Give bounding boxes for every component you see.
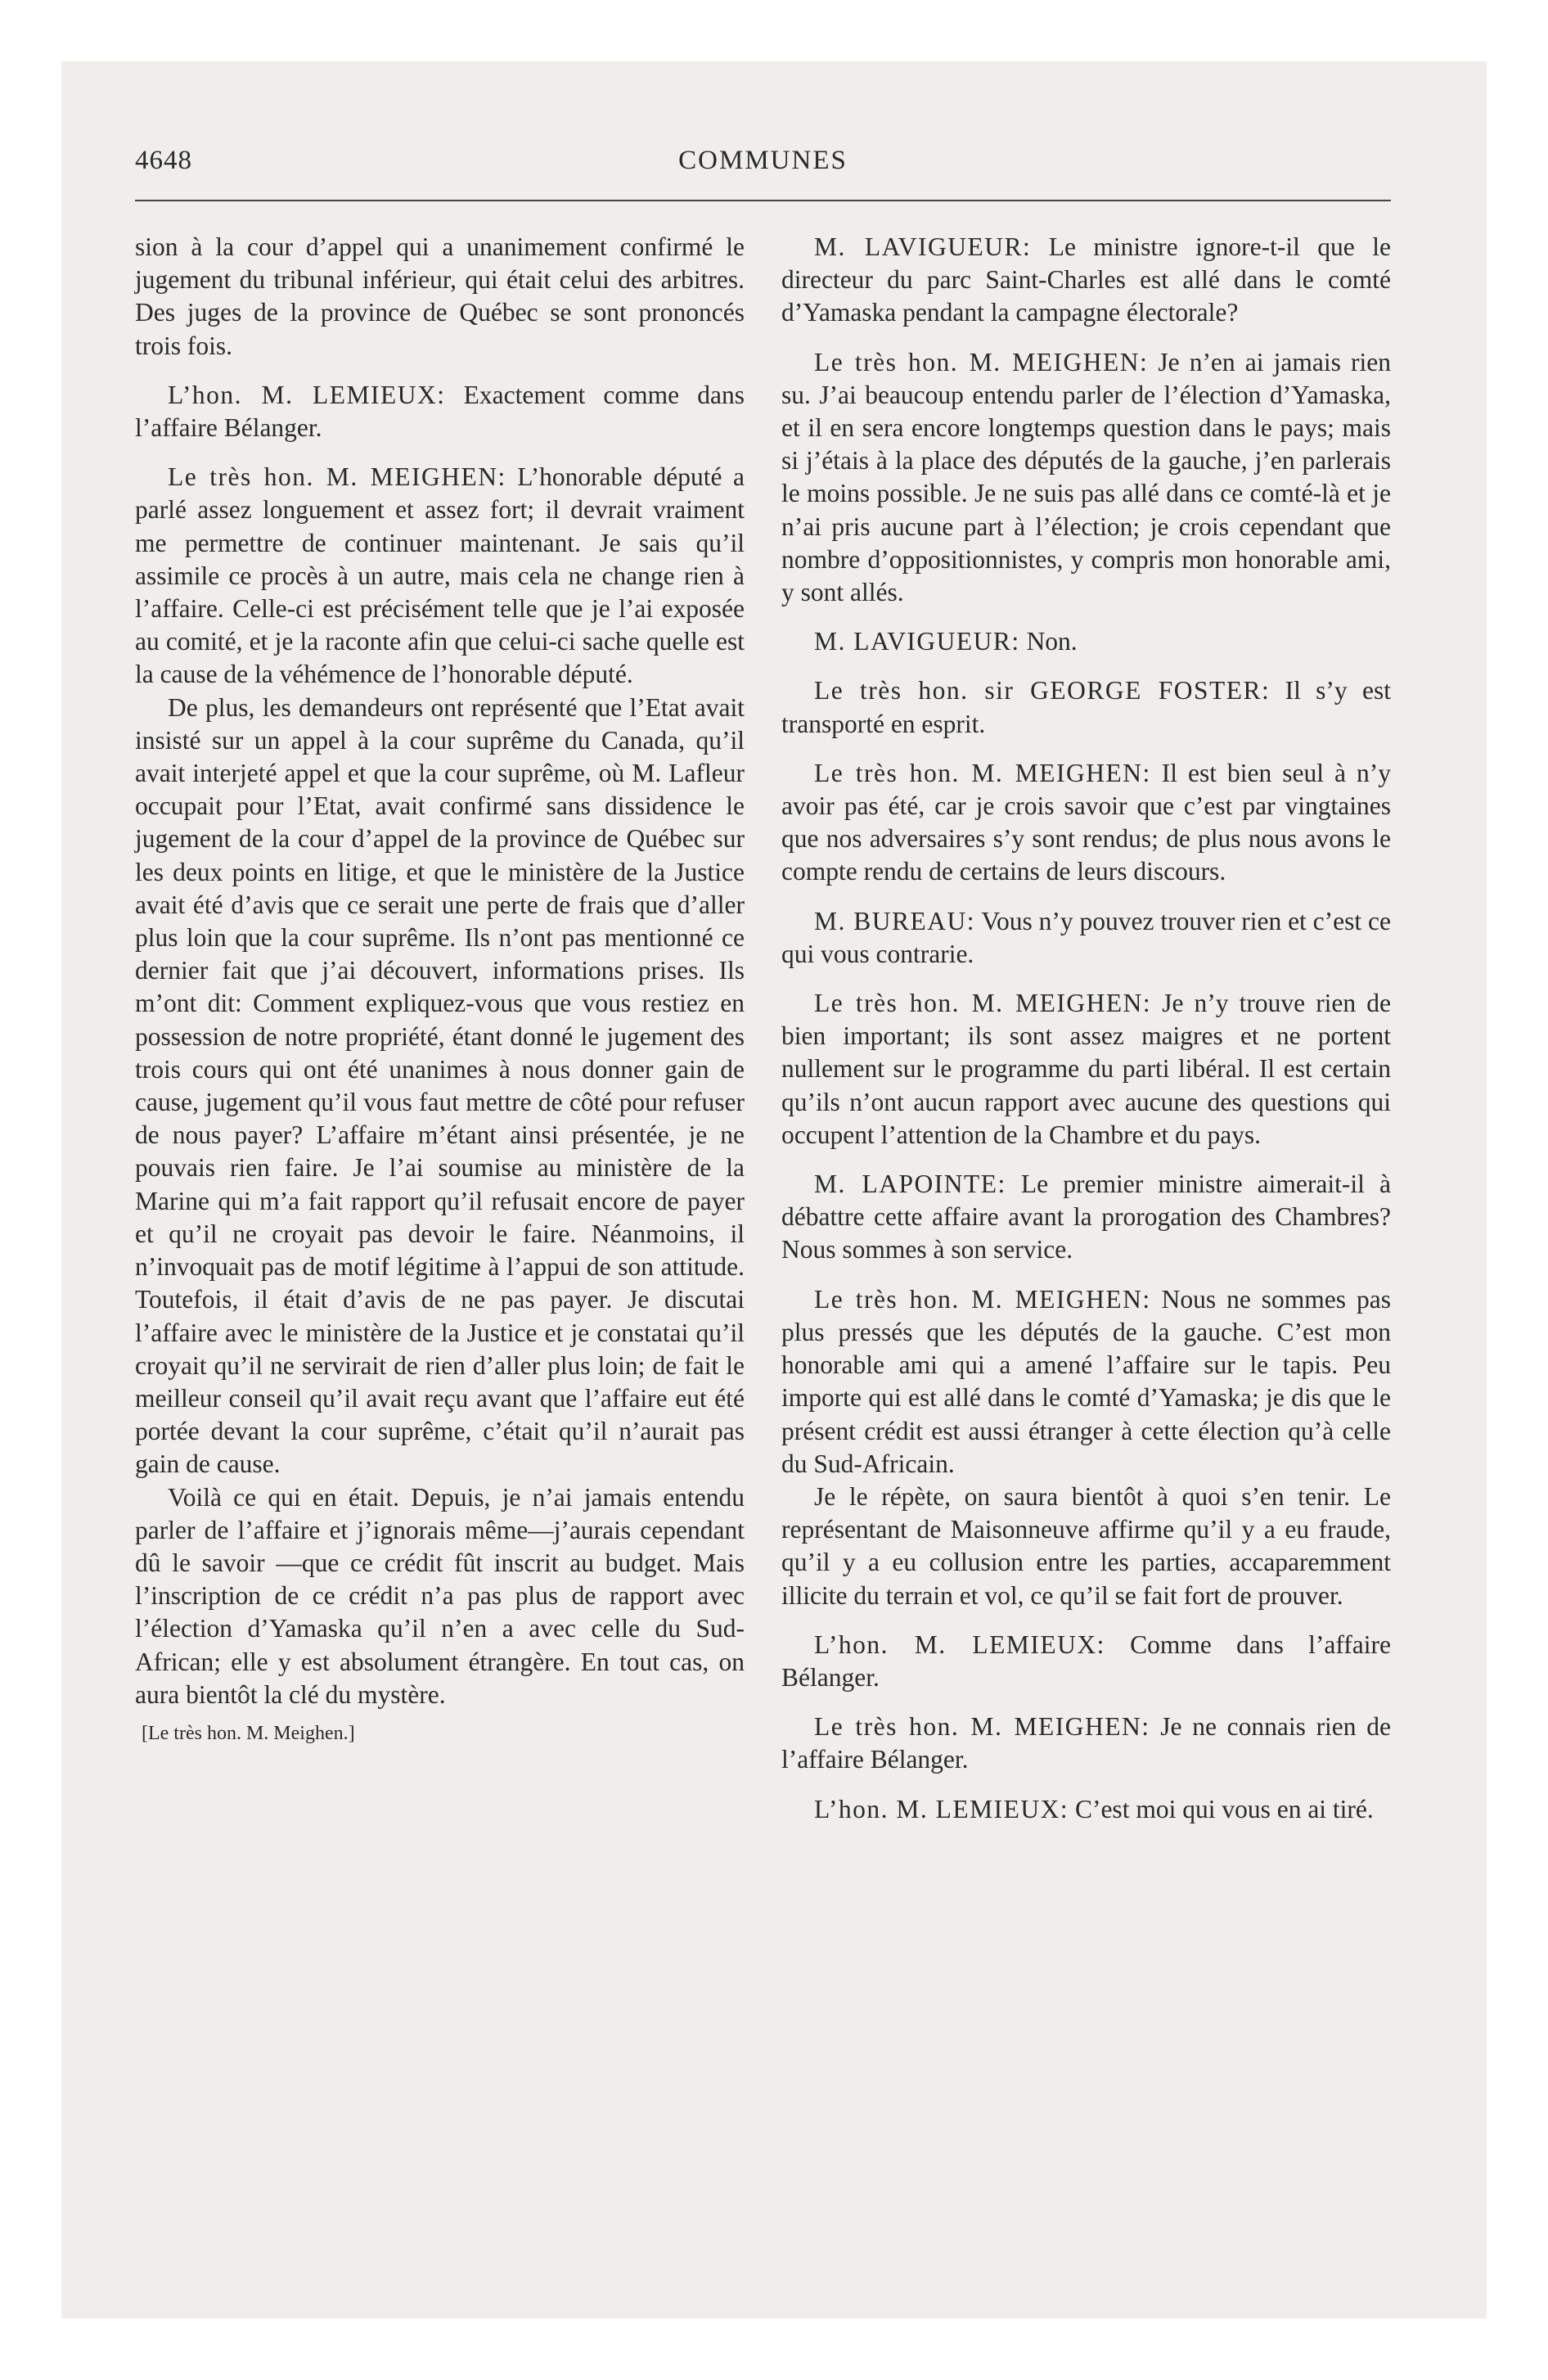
paragraph bbox=[781, 346, 1391, 610]
paragraph-text: Il s’y est transporté en esprit. bbox=[781, 676, 1391, 738]
speaker-name: Le très hon. sir GEORGE FOSTER: bbox=[814, 676, 1271, 705]
paragraph-text: L’honorable député a parlé assez longuement et assez fort; il devrait vraiment me permettre de continuer maintenant. Je sais qu’il assimile ce procès à un autre, mais cela ne change rien à l’affaire. Celle-ci est précisément telle que je l’ai exposée au comité, et je la raconte afin que celui-ci sache quelle est la cause de la véhémence de l’honorable député. bbox=[135, 462, 745, 689]
paragraph-text: Vous n’y pouvez trouver rien et c’est ce qui vous contrarie. bbox=[781, 906, 1391, 968]
paragraph bbox=[781, 987, 1391, 1152]
paragraph-text: Il est bien seul à n’y avoir pas été, car je crois savoir que c’est par vingtaines que nos adversaires s’y sont rendus; de plus nous avons le compte rendu de certains de leurs discours. bbox=[781, 758, 1391, 886]
paragraph bbox=[781, 905, 1391, 971]
paragraph bbox=[135, 1481, 745, 1711]
speaker-name: Le très hon. M. MEIGHEN: bbox=[168, 462, 506, 492]
left-column bbox=[135, 231, 745, 1762]
paragraph-text: C’est moi qui vous en ai tiré. bbox=[1069, 1794, 1374, 1823]
paragraph bbox=[781, 231, 1391, 330]
page-number: 4648 bbox=[135, 146, 192, 175]
speaker-name: Le très hon. M. MEIGHEN: bbox=[814, 1284, 1151, 1314]
paragraph bbox=[781, 1283, 1391, 1481]
speaker-name: L’hon. M. LEMIEUX: bbox=[168, 380, 446, 409]
paragraph-text: Le ministre ignore-t-il que le directeur du parc Saint-Charles est allé dans le comté d’Yamaska pendant la campagne électorale? bbox=[781, 232, 1391, 327]
paragraph-text: Je ne connais rien de l’affaire Bélanger. bbox=[781, 1712, 1391, 1774]
footnote: [Le très hon. M. Meighen.] bbox=[142, 1722, 355, 1744]
header-rule bbox=[135, 200, 1391, 201]
speaker-name: M. LAVIGUEUR: bbox=[814, 232, 1032, 261]
paragraph-text: Exactement comme dans l’affaire Bélanger. bbox=[135, 380, 745, 443]
paragraph bbox=[135, 461, 745, 691]
paragraph bbox=[781, 1793, 1391, 1826]
speaker-name: M. LAVIGUEUR: bbox=[814, 627, 1020, 656]
paragraph-text: Je n’y trouve rien de bien important; ils sont assez maigres et ne portent nullement sur le programme du parti libéral. Il est certain qu’ils n’ont aucun rapport avec aucune des questions qui occupent l’attention de la Chambre et du pays. bbox=[781, 989, 1391, 1149]
paragraph bbox=[781, 1711, 1391, 1776]
paragraph bbox=[781, 625, 1391, 658]
speaker-name: Le très hon. M. MEIGHEN: bbox=[814, 989, 1152, 1018]
paragraph-text: Comme dans l’affaire Bélanger. bbox=[781, 1629, 1391, 1692]
paragraph-text: Le premier ministre aimerait-il à débattre cette affaire avant la prorogation des Chambres? Nous sommes à son service. bbox=[781, 1170, 1391, 1264]
paragraph bbox=[781, 757, 1391, 889]
paragraph-text: Non. bbox=[1019, 627, 1078, 656]
paragraph-text: sion à la cour d’appel qui a unanimement confirmé le jugement du tribunal inférieur, qui était celui des arbitres. Des juges de la province de Québec se sont prononcés trois fois. bbox=[135, 232, 745, 360]
page-header bbox=[135, 139, 1391, 188]
speaker-name: Le très hon. M. MEIGHEN: bbox=[814, 1712, 1150, 1742]
speaker-name: Le très hon. M. MEIGHEN: bbox=[814, 758, 1151, 787]
paragraph bbox=[135, 692, 745, 1481]
right-column bbox=[781, 231, 1391, 1842]
paragraph-text: Voilà ce qui en était. Depuis, je n’ai jamais entendu parler de l’affaire et j’ignorais même—j’aurais cependant dû le savoir —que ce crédit fût inscrit au budget. Mais l’inscription de ce crédit n’a pas plus de rapport avec l’élection d’Yamaska qu’il n’en a avec celle du Sud-African; elle y est absolument étrangère. En tout cas, on aura bientôt la clé du mystère. bbox=[135, 1482, 745, 1709]
paragraph bbox=[781, 1168, 1391, 1267]
paragraph bbox=[135, 379, 745, 444]
paragraph bbox=[781, 1629, 1391, 1694]
paragraph bbox=[781, 1481, 1391, 1612]
paragraph bbox=[781, 674, 1391, 740]
speaker-name: L’hon. M. LEMIEUX: bbox=[814, 1794, 1069, 1823]
speaker-name: L’hon. M. LEMIEUX: bbox=[814, 1629, 1105, 1659]
paragraph-text: Je n’en ai jamais rien su. J’ai beaucoup entendu parler de l’élection d’Yamaska, et il en sera encore longtemps question dans le pays; mais si j’étais à la place des députés de la gauche, j’en parlerais le moins possible. Je ne suis pas allé dans ce comté-là et je n’ai pris aucune part à l’élection; je crois cependant que nombre d’oppositionnistes, y compris mon honorable ami, y sont allés. bbox=[781, 347, 1391, 607]
running-title: COMMUNES bbox=[678, 146, 848, 175]
speaker-name: M. BUREAU: bbox=[814, 906, 976, 935]
paragraph-text: Je le répète, on saura bientôt à quoi s’en tenir. Le représentant de Maisonneuve affirme qu’il y a eu fraude, qu’il y a eu collusion entre les parties, accaparemment illicite du terrain et vol, ce qu’il se fait fort de prouver. bbox=[781, 1481, 1391, 1610]
paragraph-text: De plus, les demandeurs ont représenté que l’Etat avait insisté sur un appel à la cour suprême du Canada, qu’il avait interjeté appel et que la cour suprême, où M. Lafleur occupait pour l’Etat, avait confirmé sans dissidence le jugement de la cour d’appel de la province de Québec sur les deux points en litige, et que le ministère de la Justice avait été d’avis que ce serait une perte de frais que d’aller plus loin que la cour suprême. Ils n’ont pas mentionné ce dernier fait que j’ai découvert, informations prises. Ils m’ont dit: Comment expliquez-vous que vous restiez en possession de notre propriété, étant donné le jugement des trois cours qui ont été unanimes à nous donner gain de cause, jugement qu’il vous faut mettre de côté pour refuser de nous payer? L’affaire m’étant ainsi présentée, je ne pouvais rien faire. Je l’ai soumise au ministère de la Marine qui m’a fait rapport qu’il refusait encore de payer et qu’il ne croyait pas devoir le faire. Néanmoins, il n’invoquait pas de motif légitime à l’appui de son attitude. Toutefois, il était d’avis de ne pas payer. Je discutai l’affaire avec le ministère de la Justice et je constatai qu’il croyait qu’il ne servirait de rien d’aller plus loin; de fait le meilleur conseil qu’il avait reçu avant que l’affaire eut été portée devant la cour suprême, c’était qu’il n’aurait pas gain de cause. bbox=[135, 692, 745, 1479]
paragraph-text: Nous ne sommes pas plus pressés que les députés de la gauche. C’est mon honorable ami qui a amené l’affaire sur le tapis. Peu importe qui est allé dans le comté d’Yamaska; je dis que le présent crédit est aussi étranger à cette élection qu’à celle du Sud-Africain. bbox=[781, 1284, 1391, 1478]
speaker-name: Le très hon. M. MEIGHEN: bbox=[814, 347, 1149, 376]
paragraph bbox=[135, 231, 745, 363]
speaker-name: M. LAPOINTE: bbox=[814, 1170, 1006, 1199]
